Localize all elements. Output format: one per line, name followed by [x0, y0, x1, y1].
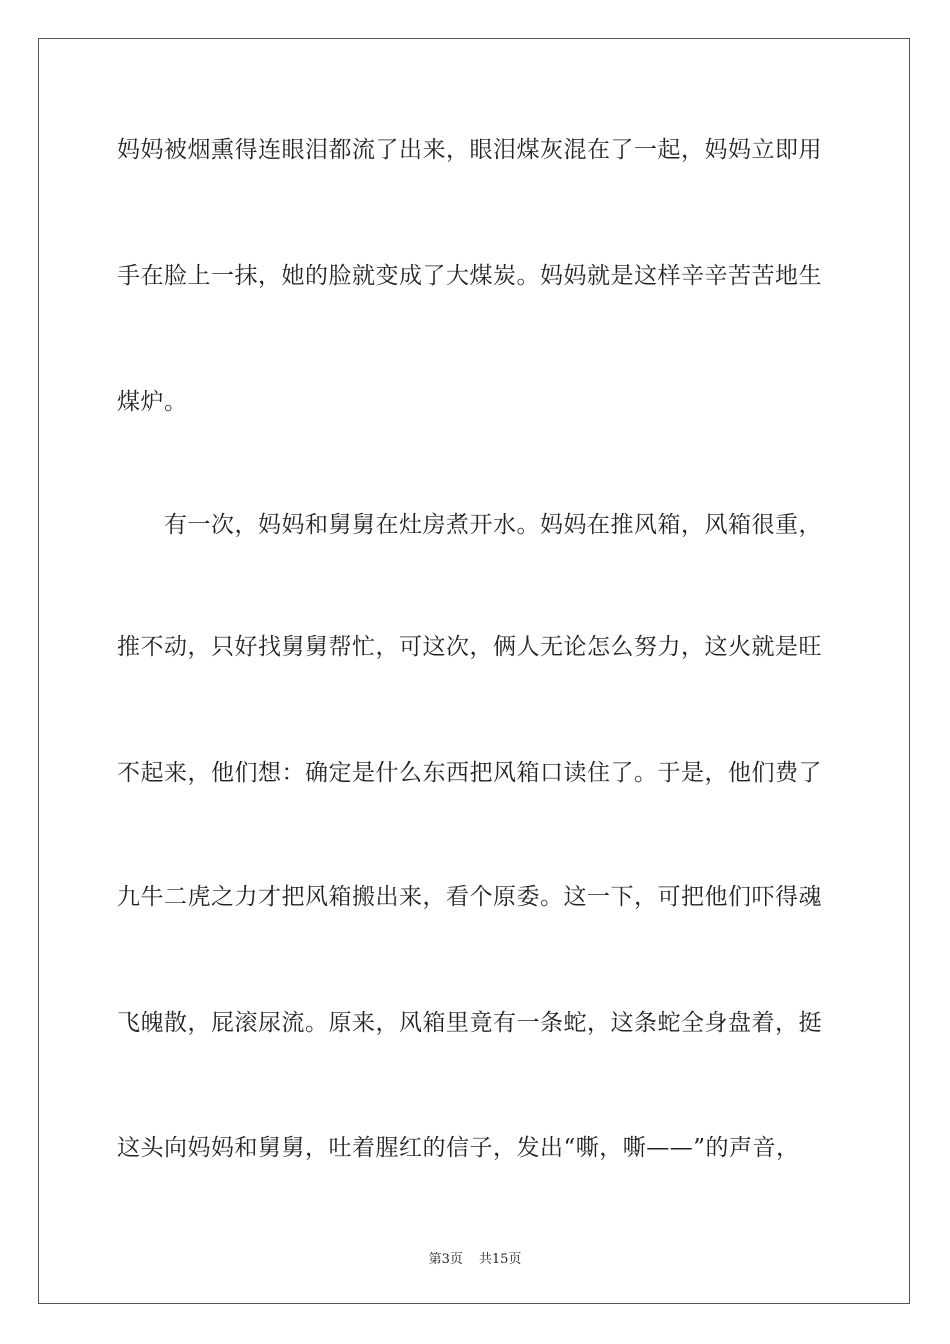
body-text-line: 手在脸上一抹，她的脸就变成了大煤炭。妈妈就是这样辛辛苦苦地生 — [117, 263, 822, 289]
body-text-line: 九牛二虎之力才把风箱搬出来，看个原委。这一下，可把他们吓得魂 — [117, 884, 822, 910]
page-border — [38, 38, 910, 1304]
body-text-line: 这头向妈妈和舅舅，吐着腥红的信子，发出“嘶，嘶——”的声音， — [117, 1135, 800, 1161]
paragraph-start-line: 有一次，妈妈和舅舅在灶房煮开水。妈妈在推风箱，风箱很重， — [164, 512, 822, 538]
body-text-line: 煤炉。 — [117, 389, 188, 415]
page-number: 第3页 — [428, 1252, 463, 1267]
page-footer — [0, 1248, 950, 1267]
body-text-line: 不起来，他们想：确定是什么东西把风箱口读住了。于是，他们费了 — [117, 760, 822, 786]
page-total: 共15页 — [478, 1252, 522, 1267]
body-text-line: 推不动，只好找舅舅帮忙，可这次，俩人无论怎么努力，这火就是旺 — [117, 634, 822, 660]
body-text-line: 飞魄散，屁滚尿流。原来，风箱里竟有一条蛇，这条蛇全身盘着，挺 — [117, 1010, 822, 1036]
body-text-line: 妈妈被烟熏得连眼泪都流了出来，眼泪煤灰混在了一起，妈妈立即用 — [117, 137, 822, 163]
